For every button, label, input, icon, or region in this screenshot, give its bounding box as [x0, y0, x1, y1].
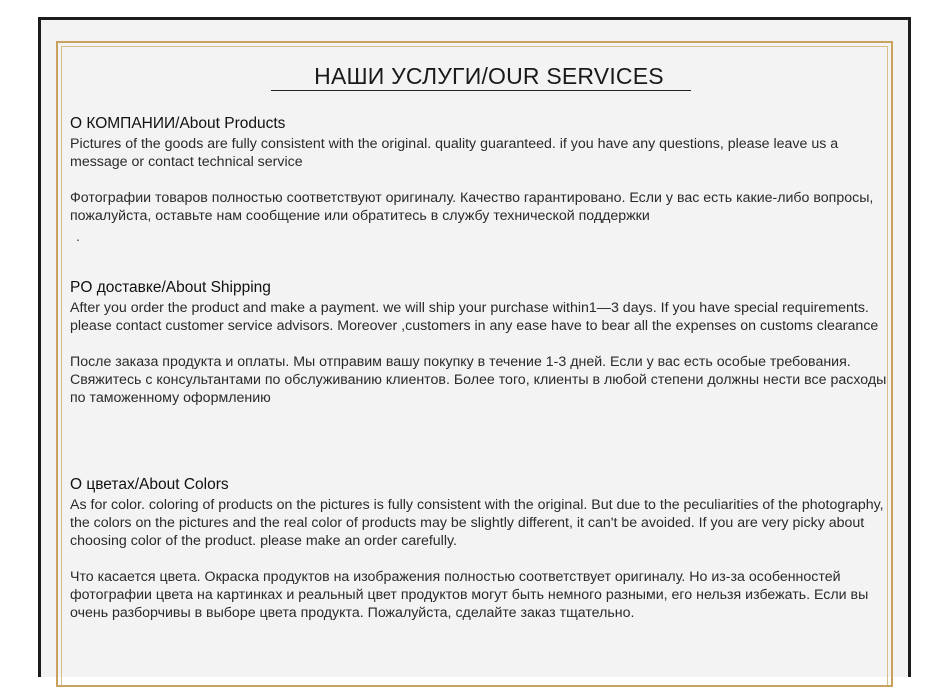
section-text-en: After you order the product and make a payment. we will ship your purchase within1—3 days. If you have special requirements. please contact customer service advisors. Moreover ,customers in any ease have to bear all the expenses on customs clearance	[70, 300, 879, 334]
section-heading: PO доставке/About Shipping	[70, 279, 271, 296]
outer-frame	[38, 17, 911, 677]
section-heading: О КОМПАНИИ/About Products	[70, 115, 286, 132]
section-text-ru: После заказа продукта и оплаты. Мы отправим вашу покупку в течение 1-3 дней. Если у вас есть особые требования. Свяжитесь с консультантами по обслуживанию клиентов. Более того, клиенты в любой степени должны нести все расходы по таможенному оформлению	[70, 354, 887, 406]
section-heading: О цветах/About Colors	[70, 476, 229, 493]
section-about-shipping	[70, 279, 890, 407]
section-about-products	[70, 115, 890, 245]
stray-dot: .	[76, 228, 80, 244]
page-title: НАШИ УСЛУГИ/OUR SERVICES	[314, 63, 664, 89]
section-text-en: As for color. coloring of products on the pictures is fully consistent with the original. But due to the peculiarities of the photography, the colors on the pictures and the real color of products may be slightly different, it can't be avoided. If you are very picky about choosing color of the product. please make an order carefully.	[70, 497, 884, 549]
section-about-colors	[70, 476, 890, 622]
title-underline	[271, 90, 691, 91]
section-text-ru: Что касается цвета. Окраска продуктов на изображения полностью соответствует оригиналу. Но из-за особенностей фотографии цвета на картинках и реальный цвет продуктов могут быть немного разными, его нельзя избежать. Если вы очень разборчивы в выборе цвета продукта. Пожалуйста, сделайте заказ тщательно.	[70, 569, 869, 621]
section-text-en: Pictures of the goods are fully consistent with the original. quality guaranteed. if you have any questions, please leave us a message or contact technical service	[70, 136, 839, 170]
section-text-ru: Фотографии товаров полностью соответствуют оригиналу. Качество гарантировано. Если у вас есть какие-либо вопросы, пожалуйста, оставьте нам сообщение или обратитесь в службу технической поддержки	[70, 190, 874, 224]
